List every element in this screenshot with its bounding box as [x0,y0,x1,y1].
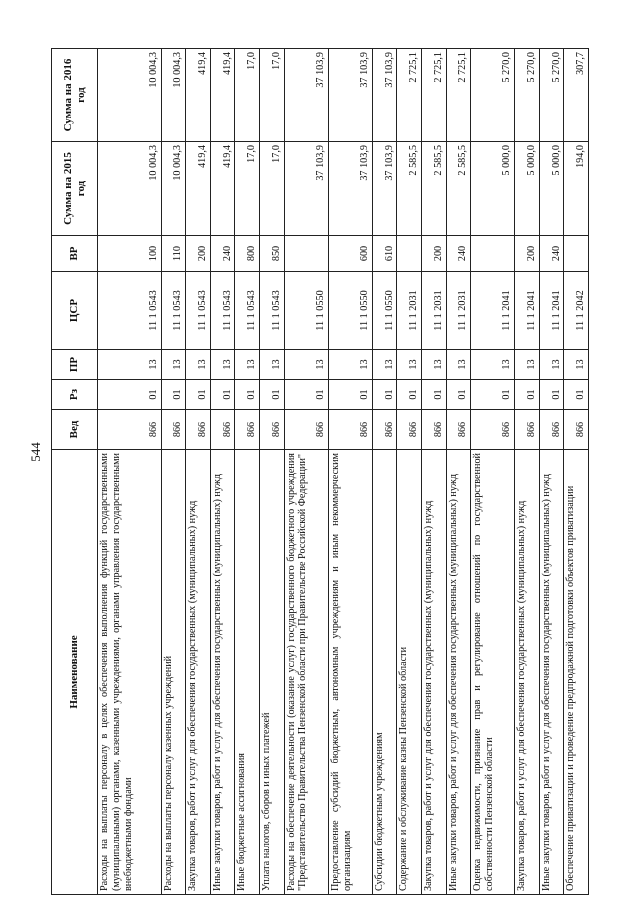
cell-pr: 13 [422,350,447,380]
cell-rz: 01 [539,380,564,410]
cell-name: Закупка товаров, работ и услуг для обеспечения государственных (муниципальных) нужд [186,450,211,895]
cell-sum-2016: 37 103,9 [328,49,372,142]
cell-csr: 11 1 0543 [161,272,186,350]
cell-sum-2016: 2 725,1 [397,49,422,142]
cell-rz: 01 [446,380,471,410]
cell-sum-2016: 2 725,1 [446,49,471,142]
page-number: 544 [28,442,43,462]
cell-name: Расходы на выплаты персоналу в целях обеспечения выполнения функций государственными (муниципальными) органами, казенными учреждениями, органами управления государственными внебюджетными фондами [98,450,162,895]
cell-vr: 240 [210,236,235,272]
cell-sum-2015: 17,0 [235,142,260,236]
header-vr: ВР [52,236,98,272]
cell-rz: 01 [422,380,447,410]
cell-pr: 13 [210,350,235,380]
cell-pr: 13 [372,350,397,380]
cell-vr: 610 [372,236,397,272]
cell-ved: 866 [372,410,397,450]
cell-ved: 866 [397,410,422,450]
budget-table [51,48,589,895]
cell-vr [564,236,589,272]
cell-ved: 866 [471,410,515,450]
cell-csr: 11 1 0550 [284,272,328,350]
cell-rz: 01 [471,380,515,410]
cell-name: Обеспечение приватизации и проведение предпродажной подготовки объектов приватизации [564,450,589,895]
cell-sum-2015: 5 000,0 [471,142,515,236]
cell-rz: 01 [564,380,589,410]
cell-vr: 200 [186,236,211,272]
cell-sum-2016: 10 004,3 [98,49,162,142]
table-row [284,49,328,895]
table-header-row [52,49,98,895]
table-row [515,49,540,895]
cell-name: Расходы на выплаты персоналу казенных учреждений [161,450,186,895]
cell-vr [397,236,422,272]
header-pr: ПР [52,350,98,380]
cell-pr: 13 [260,350,285,380]
cell-sum-2016: 37 103,9 [372,49,397,142]
cell-pr: 13 [446,350,471,380]
cell-sum-2015: 5 000,0 [539,142,564,236]
table-row [446,49,471,895]
cell-name: Субсидии бюджетным учреждениям [372,450,397,895]
cell-csr: 11 1 0543 [98,272,162,350]
header-sum-2015: Сумма на 2015 год [52,142,98,236]
table-row [210,49,235,895]
cell-vr: 850 [260,236,285,272]
cell-ved: 866 [98,410,162,450]
cell-vr: 100 [98,236,162,272]
cell-vr: 200 [422,236,447,272]
cell-name: Содержание и обслуживание казны Пензенской области [397,450,422,895]
table-row [186,49,211,895]
cell-rz: 01 [235,380,260,410]
table-row [422,49,447,895]
cell-sum-2016: 37 103,9 [284,49,328,142]
cell-sum-2015: 17,0 [260,142,285,236]
cell-name: Иные закупки товаров, работ и услуг для обеспечения государственных (муниципальных) нужд [210,450,235,895]
cell-name: Предоставление субсидий бюджетным, автономным учреждениям и иным некоммерческим организациям [328,450,372,895]
table-row [372,49,397,895]
cell-name: Оценка недвижимости, признание прав и регулирование отношений по государственной собственности Пензенской области [471,450,515,895]
cell-sum-2016: 5 270,0 [539,49,564,142]
cell-pr: 13 [515,350,540,380]
table-row [564,49,589,895]
cell-rz: 01 [397,380,422,410]
header-rz: Рз [52,380,98,410]
rotated-table-container [51,49,589,895]
cell-rz: 01 [372,380,397,410]
table-row [328,49,372,895]
cell-sum-2016: 5 270,0 [515,49,540,142]
cell-sum-2015: 2 585,5 [422,142,447,236]
cell-rz: 01 [260,380,285,410]
cell-name: Расходы на обеспечение деятельности (оказание услуг) государственного бюджетного учреждения "Представительство Правительства Пензенской области при Правительстве Российской Федерации" [284,450,328,895]
table-row [161,49,186,895]
cell-sum-2015: 5 000,0 [515,142,540,236]
cell-rz: 01 [186,380,211,410]
cell-sum-2015: 37 103,9 [328,142,372,236]
cell-vr: 110 [161,236,186,272]
cell-ved: 866 [422,410,447,450]
cell-csr: 11 1 0543 [186,272,211,350]
cell-sum-2015: 10 004,3 [98,142,162,236]
table-row [235,49,260,895]
cell-csr: 11 1 0543 [210,272,235,350]
cell-csr: 11 1 0543 [235,272,260,350]
cell-pr: 13 [161,350,186,380]
cell-ved: 866 [515,410,540,450]
cell-vr [284,236,328,272]
cell-sum-2015: 419,4 [210,142,235,236]
header-name: Наименование [52,450,98,895]
table-row [539,49,564,895]
cell-sum-2016: 17,0 [235,49,260,142]
cell-ved: 866 [564,410,589,450]
cell-csr: 11 1 2041 [471,272,515,350]
cell-sum-2016: 5 270,0 [471,49,515,142]
cell-name: Иные бюджетные ассигнования [235,450,260,895]
cell-vr [471,236,515,272]
cell-pr: 13 [98,350,162,380]
cell-ved: 866 [186,410,211,450]
cell-name: Уплата налогов, сборов и иных платежей [260,450,285,895]
cell-sum-2015: 37 103,9 [372,142,397,236]
cell-sum-2015: 194,0 [564,142,589,236]
cell-name: Закупка товаров, работ и услуг для обеспечения государственных (муниципальных) нужд [422,450,447,895]
cell-pr: 13 [235,350,260,380]
cell-rz: 01 [328,380,372,410]
cell-sum-2015: 2 585,5 [397,142,422,236]
header-ved: Вед [52,410,98,450]
cell-ved: 866 [539,410,564,450]
cell-csr: 11 1 0550 [328,272,372,350]
cell-vr: 800 [235,236,260,272]
cell-vr: 600 [328,236,372,272]
cell-vr: 240 [446,236,471,272]
cell-sum-2016: 10 004,3 [161,49,186,142]
cell-csr: 11 1 2031 [422,272,447,350]
cell-ved: 866 [210,410,235,450]
cell-pr: 13 [186,350,211,380]
cell-sum-2016: 419,4 [186,49,211,142]
cell-sum-2016: 17,0 [260,49,285,142]
cell-sum-2016: 2 725,1 [422,49,447,142]
cell-csr: 11 1 0543 [260,272,285,350]
cell-rz: 01 [98,380,162,410]
cell-csr: 11 1 2031 [446,272,471,350]
cell-name: Иные закупки товаров, работ и услуг для обеспечения государственных (муниципальных) нужд [446,450,471,895]
cell-rz: 01 [210,380,235,410]
cell-ved: 866 [235,410,260,450]
cell-name: Закупка товаров, работ и услуг для обеспечения государственных (муниципальных) нужд [515,450,540,895]
cell-pr: 13 [564,350,589,380]
cell-vr: 200 [515,236,540,272]
cell-sum-2015: 419,4 [186,142,211,236]
cell-rz: 01 [515,380,540,410]
cell-csr: 11 1 2041 [515,272,540,350]
cell-sum-2015: 10 004,3 [161,142,186,236]
cell-sum-2016: 307,7 [564,49,589,142]
cell-pr: 13 [284,350,328,380]
cell-rz: 01 [161,380,186,410]
cell-pr: 13 [539,350,564,380]
cell-sum-2016: 419,4 [210,49,235,142]
table-row [98,49,162,895]
cell-name: Иные закупки товаров, работ и услуг для обеспечения государственных (муниципальных) нужд [539,450,564,895]
cell-sum-2015: 2 585,5 [446,142,471,236]
cell-ved: 866 [328,410,372,450]
header-sum-2016: Сумма на 2016 год [52,49,98,142]
cell-csr: 11 1 2041 [539,272,564,350]
cell-pr: 13 [328,350,372,380]
cell-ved: 866 [446,410,471,450]
cell-ved: 866 [161,410,186,450]
cell-csr: 11 1 0550 [372,272,397,350]
cell-vr: 240 [539,236,564,272]
header-csr: ЦСР [52,272,98,350]
cell-pr: 13 [471,350,515,380]
table-row [397,49,422,895]
table-row [260,49,285,895]
cell-ved: 866 [260,410,285,450]
table-body [98,49,589,895]
cell-pr: 13 [397,350,422,380]
table-row [471,49,515,895]
cell-sum-2015: 37 103,9 [284,142,328,236]
cell-csr: 11 1 2031 [397,272,422,350]
cell-ved: 866 [284,410,328,450]
cell-csr: 11 1 2042 [564,272,589,350]
cell-rz: 01 [284,380,328,410]
